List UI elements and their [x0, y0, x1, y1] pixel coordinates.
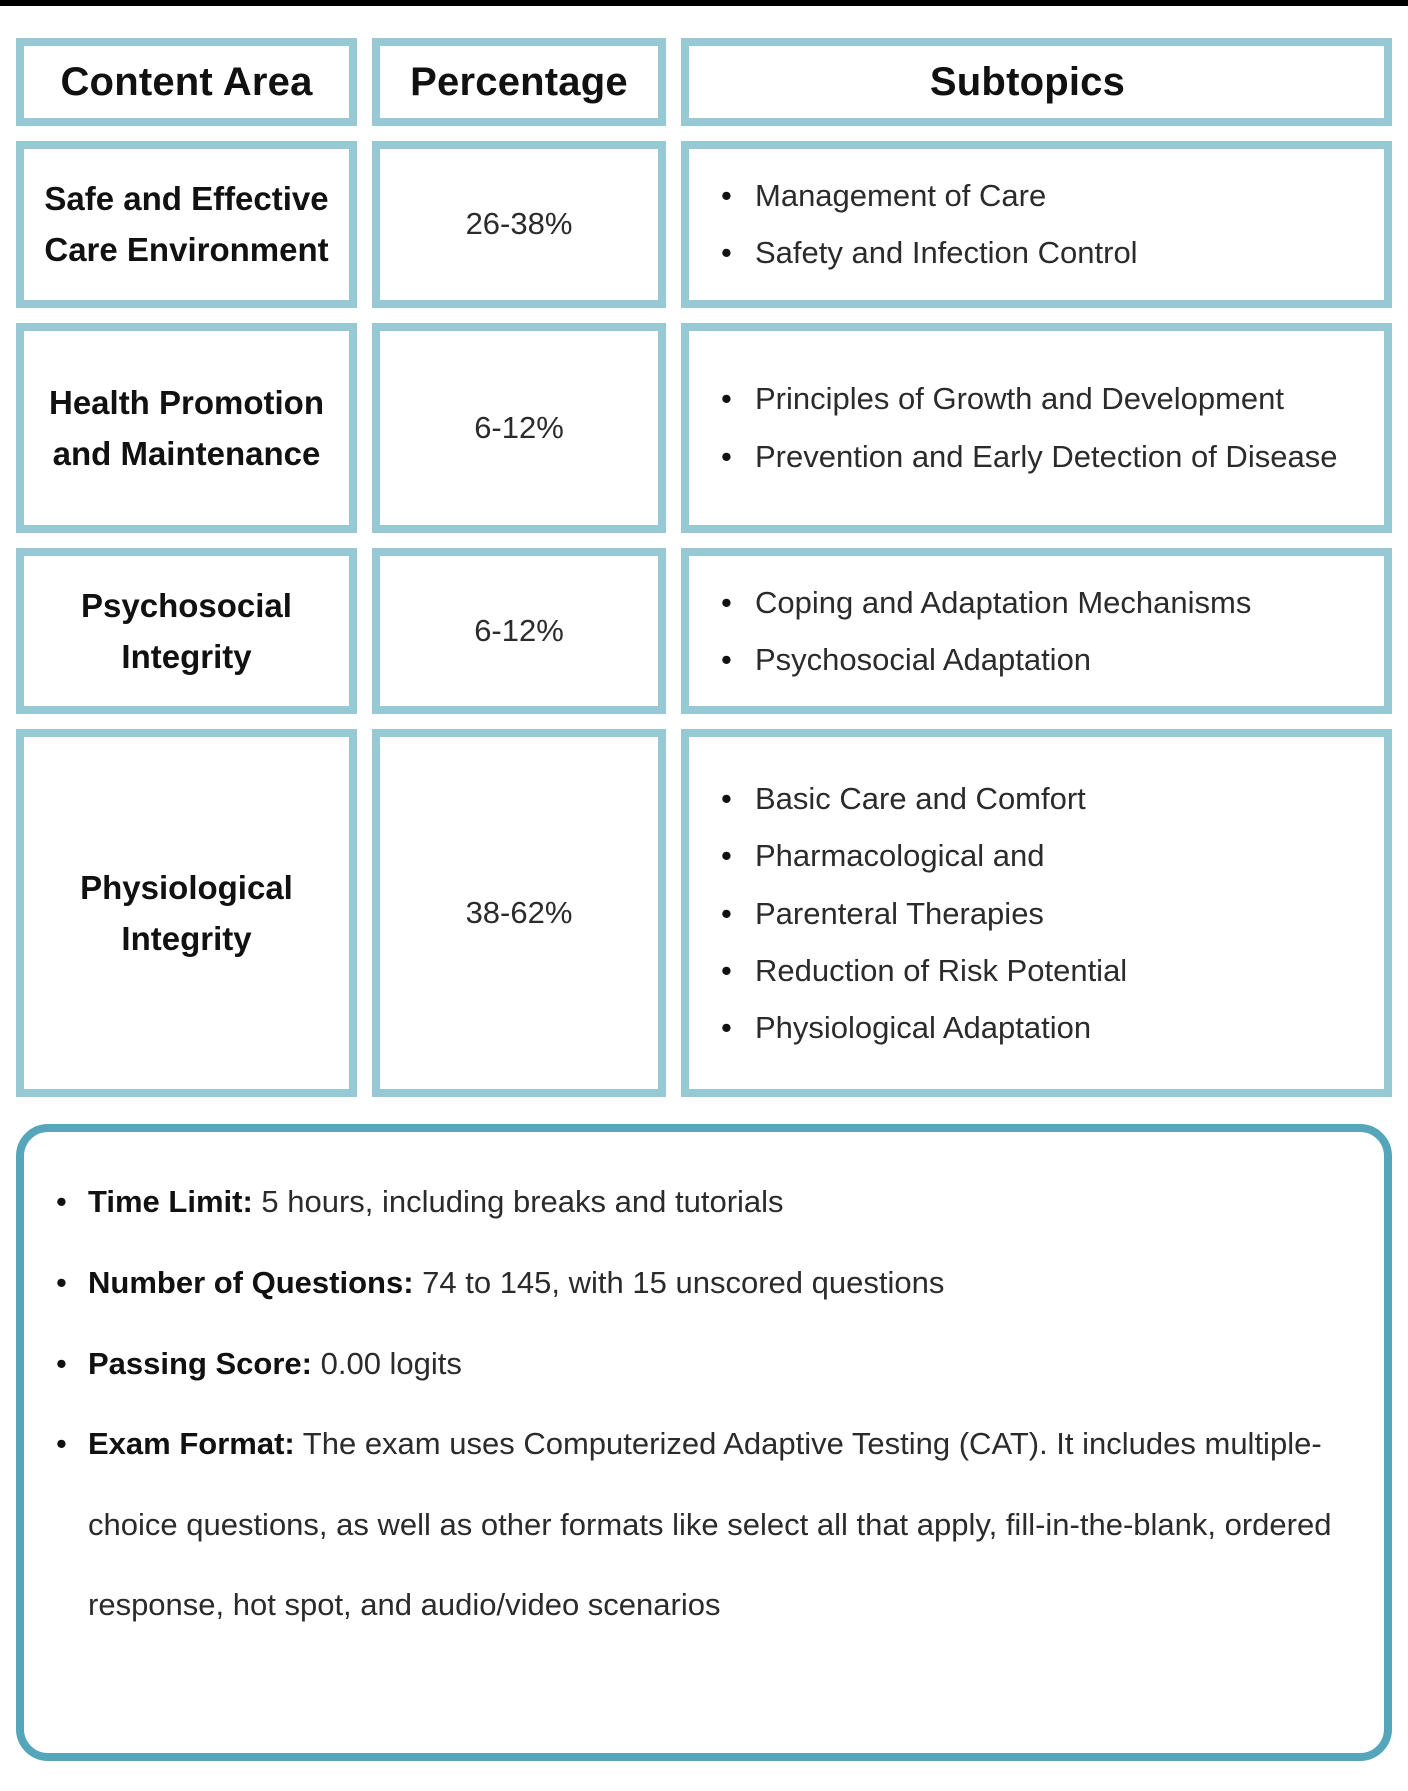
table-header-row — [16, 38, 1392, 126]
content-area-cell — [16, 141, 357, 308]
content-area-label: Health Promotion and Maintenance — [48, 383, 324, 472]
subtopic-item: • Physiological Adaptation — [717, 999, 1127, 1056]
content-area-cell — [16, 548, 357, 715]
subtopic-item: • Prevention and Early Detection of Disease — [717, 428, 1337, 485]
table-row — [16, 141, 1392, 308]
table-row — [16, 323, 1392, 533]
subtopic-item: • Psychosocial Adaptation — [717, 631, 1251, 688]
header-label-content-area: Content Area — [60, 59, 313, 104]
percentage-cell — [372, 548, 666, 715]
exam-info-box — [16, 1124, 1392, 1761]
exam-info-text: The exam uses Computerized Adaptive Testing (CAT). It includes multiple-choice questions, as well as other formats like select all that apply, fill-in-the-blank, ordered response, hot spot, and audio/video scenarios — [88, 1426, 1332, 1623]
subtopic-item: • Safety and Infection Control — [717, 224, 1138, 281]
content-table — [16, 38, 1392, 1097]
content-area-label: Safe and Effective Care Environment — [44, 180, 329, 269]
subtopics-list — [717, 770, 1127, 1057]
exam-info-item — [56, 1162, 1338, 1243]
content-area-cell — [16, 729, 357, 1097]
exam-info-item — [56, 1404, 1338, 1646]
subtopic-item: • Coping and Adaptation Mechanisms — [717, 574, 1251, 631]
header-cell-content-area — [16, 38, 357, 126]
exam-info-item — [56, 1324, 1338, 1405]
subtopics-list — [717, 370, 1337, 485]
exam-info-list — [56, 1162, 1338, 1646]
table-row — [16, 729, 1392, 1097]
exam-info-label: Exam Format: — [88, 1426, 295, 1462]
percentage-cell — [372, 729, 666, 1097]
header-label-subtopics: Subtopics — [929, 59, 1126, 104]
subtopic-item: • Principles of Growth and Development — [717, 370, 1337, 427]
header-label-percentage: Percentage — [410, 59, 628, 104]
percentage-value: 38-62% — [465, 895, 573, 931]
subtopic-item: • Parenteral Therapies — [717, 885, 1127, 942]
subtopics-cell — [681, 141, 1392, 308]
exam-info-text: 0.00 logits — [311, 1345, 462, 1381]
percentage-cell — [372, 323, 666, 533]
header-cell-subtopics — [681, 38, 1392, 126]
subtopic-item: • Reduction of Risk Potential — [717, 942, 1127, 999]
content-area-label: Psychosocial Integrity — [81, 586, 292, 676]
exam-info-text: 5 hours, including breaks and tutorials — [252, 1184, 784, 1220]
exam-info-label: Passing Score: — [88, 1345, 312, 1381]
exam-info-text: 74 to 145, with 15 unscored questions — [413, 1264, 945, 1300]
subtopic-item: • Basic Care and Comfort — [717, 770, 1127, 827]
exam-info-item — [56, 1243, 1338, 1324]
subtopic-item: • Management of Care — [717, 167, 1138, 224]
subtopic-item: • Pharmacological and — [717, 827, 1127, 884]
page — [0, 6, 1408, 1791]
percentage-value: 6-12% — [474, 613, 564, 649]
percentage-value: 6-12% — [474, 409, 564, 445]
subtopics-cell — [681, 323, 1392, 533]
header-cell-percentage — [372, 38, 666, 126]
table-body — [16, 141, 1392, 1097]
subtopics-cell — [681, 548, 1392, 715]
exam-info-label: Time Limit: — [88, 1184, 253, 1220]
percentage-cell — [372, 141, 666, 308]
percentage-value: 26-38% — [465, 206, 573, 242]
content-area-label: Physiological Integrity — [80, 869, 293, 958]
subtopics-list — [717, 167, 1138, 282]
subtopics-list — [717, 574, 1251, 689]
exam-info-label: Number of Questions: — [88, 1264, 414, 1300]
content-area-cell — [16, 323, 357, 533]
subtopics-cell — [681, 729, 1392, 1097]
table-row — [16, 548, 1392, 715]
